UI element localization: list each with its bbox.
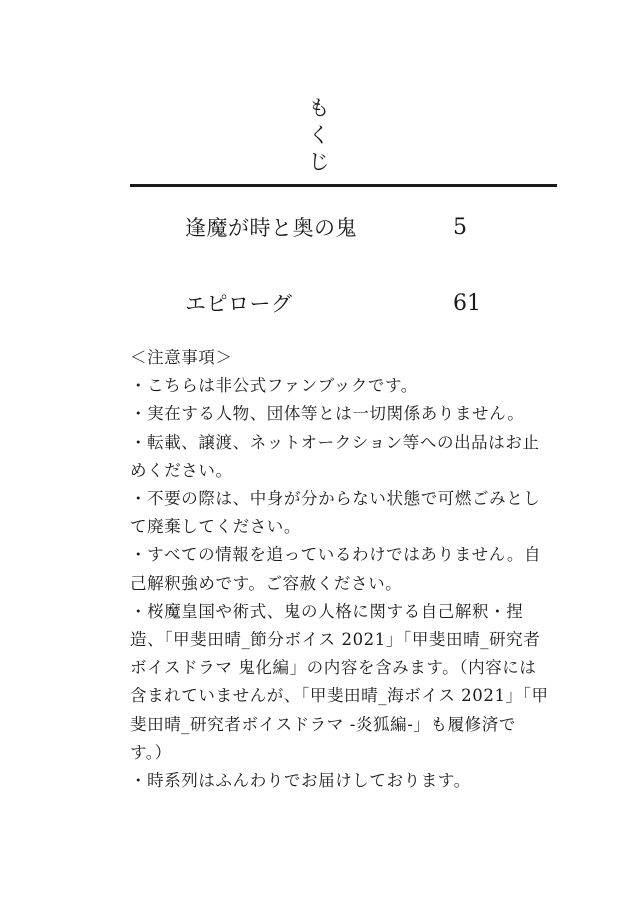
toc-entry-page: 5 — [453, 214, 467, 240]
note-line: 造、「甲斐田晴_節分ボイス 2021」「甲斐田晴_研究者 — [130, 630, 541, 650]
toc-entry-page: 61 — [453, 290, 481, 316]
note-line: 斐田晴_研究者ボイスドラマ -炎狐編-」も履修済で — [130, 714, 516, 734]
toc-entry — [185, 210, 485, 244]
note-line: めください。 — [130, 460, 233, 480]
note-line: ・時系列はふんわりでお届けしております。 — [130, 771, 471, 791]
note-line: ・転載、譲渡、ネットオークション等への出品はお止 — [130, 432, 540, 452]
toc-entry-title: エピローグ — [185, 292, 293, 316]
note-line: て廃棄してください。 — [130, 517, 301, 537]
note-line: ・桜魔皇国や術式、鬼の人格に関する自己解釈・捏 — [130, 601, 524, 621]
page-title — [0, 95, 638, 176]
note-line: ・すべての情報を追っているわけではありません。自 — [130, 545, 542, 565]
toc-entry-title: 逢魔が時と奥の鬼 — [185, 216, 357, 240]
title-divider — [130, 184, 557, 187]
note-line: す。） — [130, 742, 172, 762]
note-line: 含まれていませんが、「甲斐田晴_海ボイス 2021」「甲 — [130, 686, 549, 706]
note-line: ・実在する人物、団体等とは一切関係ありません。 — [130, 404, 525, 424]
note-line: 己解釈強めです。ご容赦ください。 — [130, 573, 403, 593]
note-line: ・不要の際は、中身が分からない状態で可燃ごみとし — [130, 489, 541, 509]
note-line: ボイスドラマ 鬼化編」の内容を含みます。（内容には — [130, 658, 537, 678]
notes-section — [130, 344, 560, 795]
note-line: ・こちらは非公式ファンブックです。 — [130, 376, 418, 396]
notes-heading: ＜注意事項＞ — [130, 348, 233, 367]
toc-entry — [185, 286, 485, 320]
page-title-char: く — [308, 123, 330, 147]
page-title-char: も — [308, 96, 330, 120]
page-title-char: じ — [308, 150, 330, 174]
